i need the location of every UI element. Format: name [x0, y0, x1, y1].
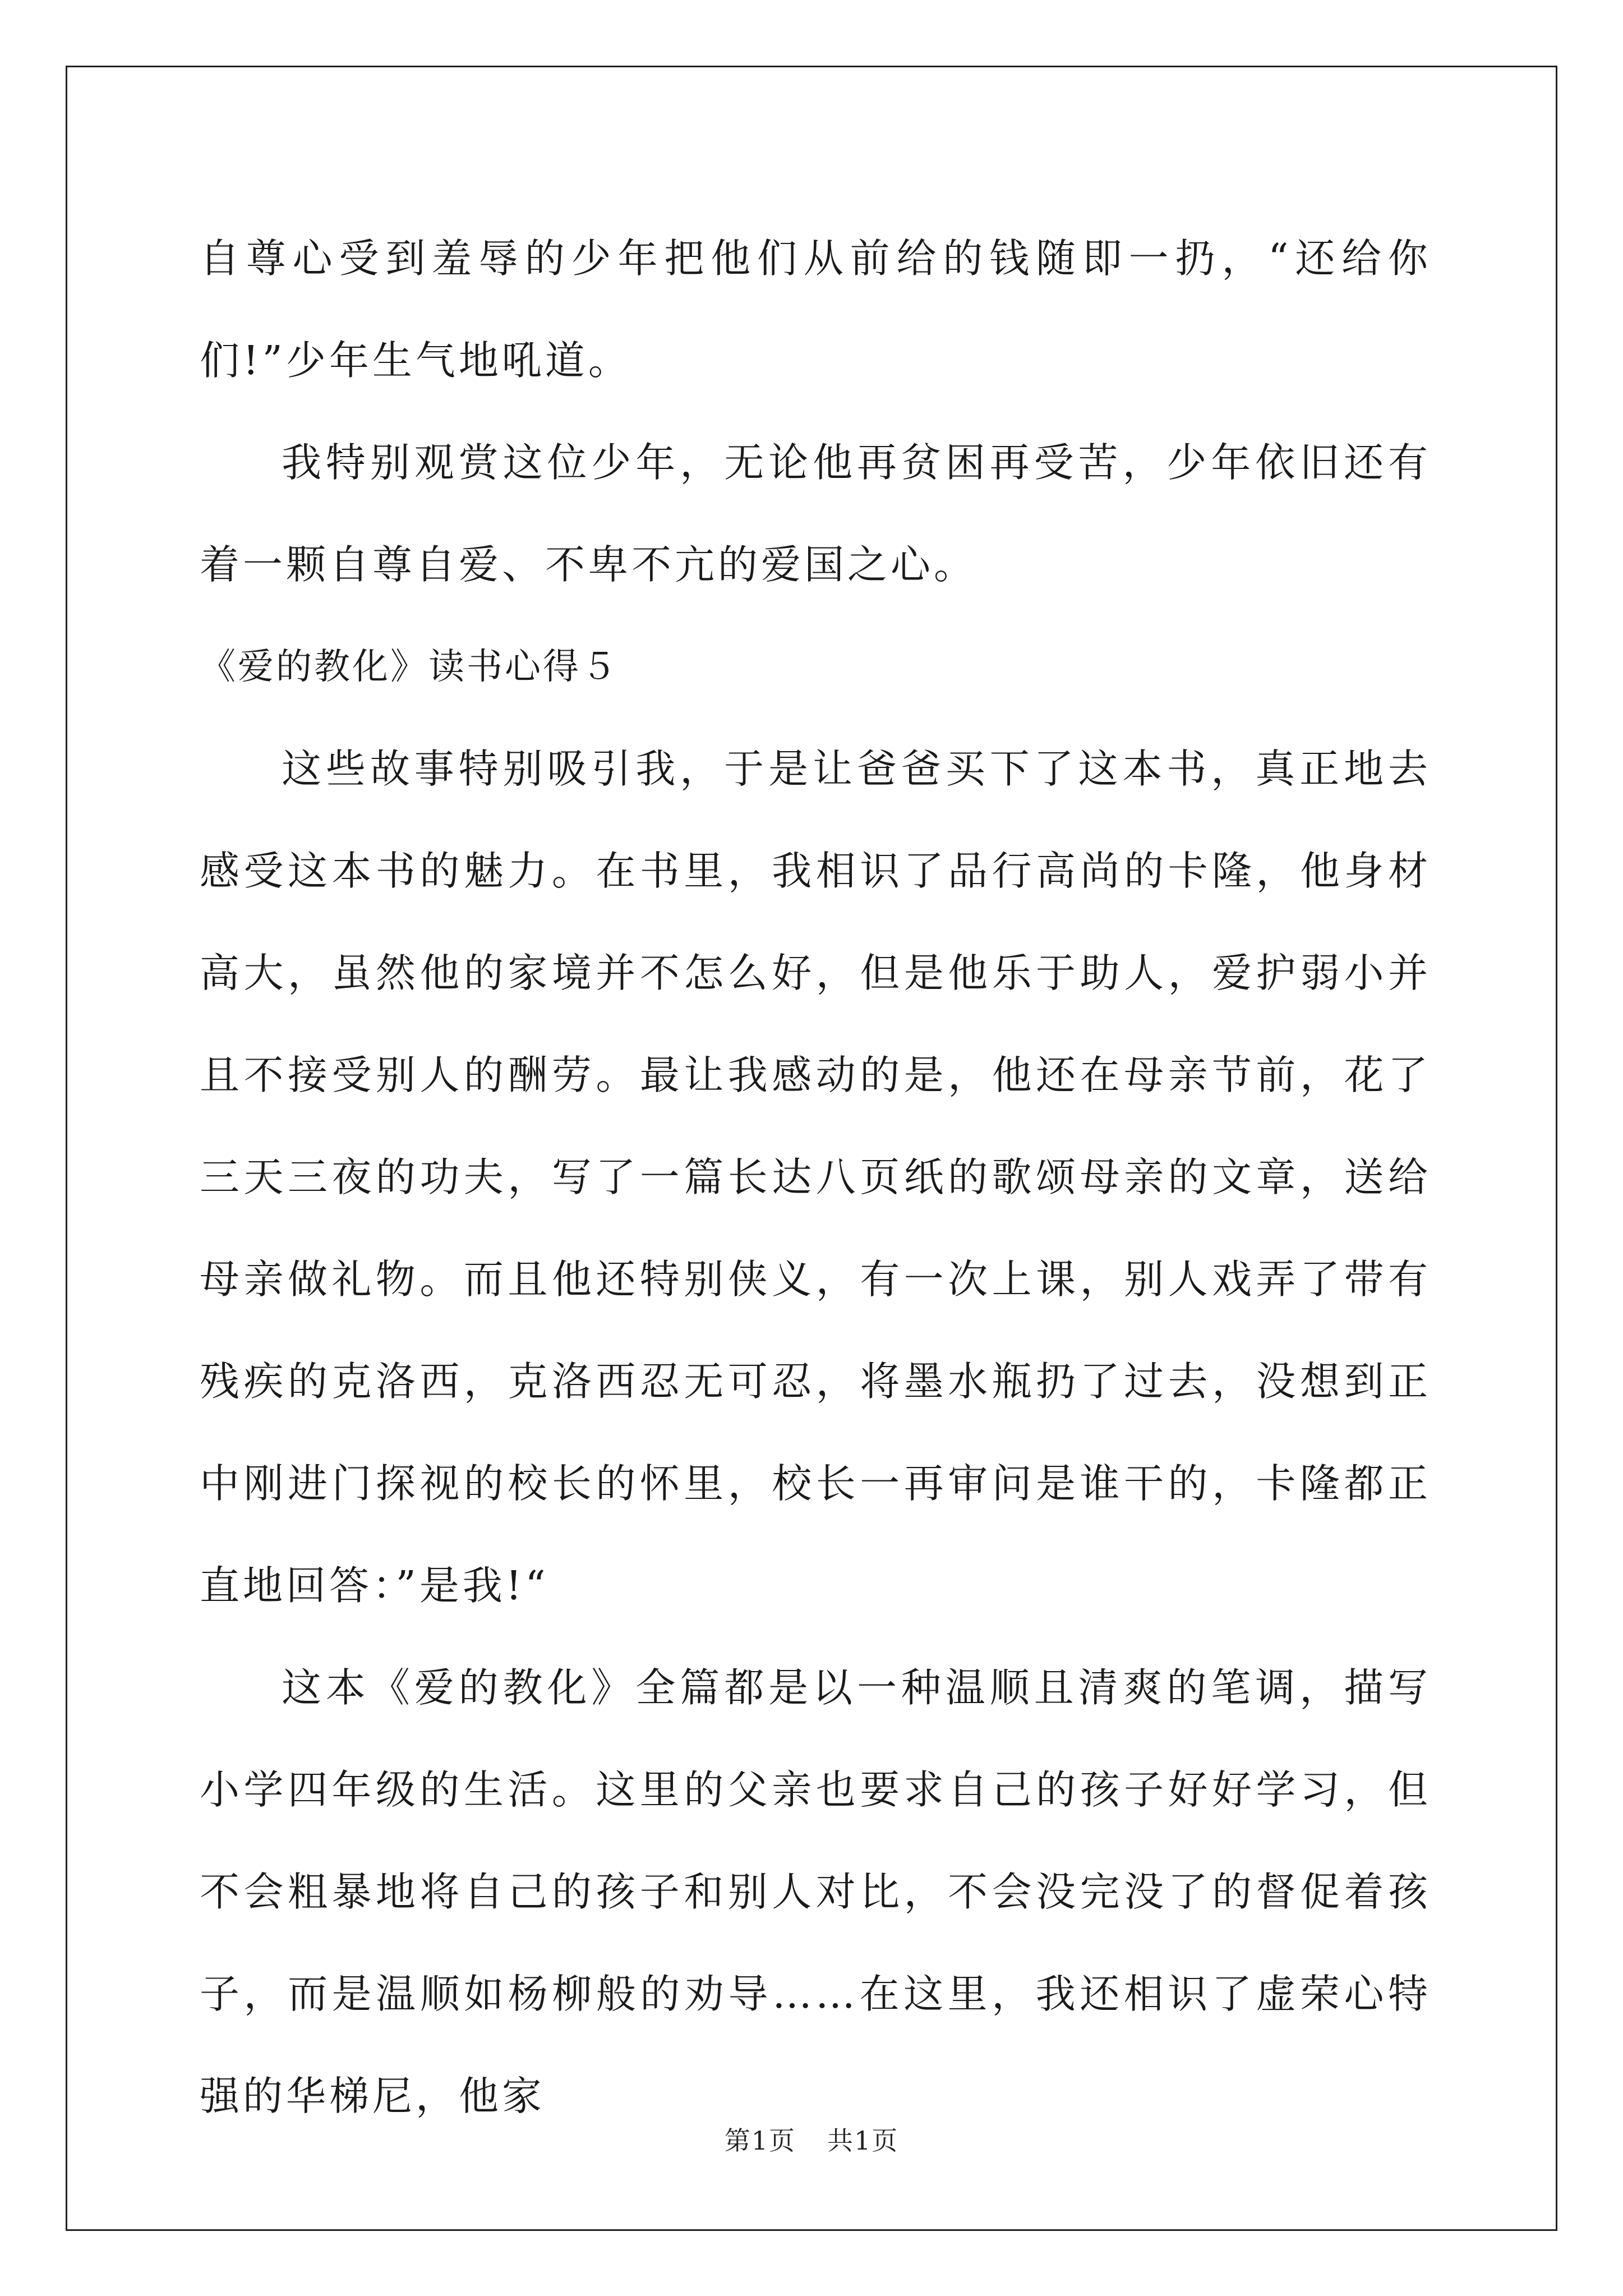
- paragraph: 这些故事特别吸引我，于是让爸爸买下了这本书，真正地去感受这本书的魅力。在书里，我相识了品行高尚的卡隆，他身材高大，虽然他的家境并不怎么好，但是他乐于助人，爱护弱小并且不接受别人的酬劳。最让我感动的是，他还在母亲节前，花了三天三夜的功夫，写了一篇长达八页纸的歌颂母亲的文章，送给母亲做礼物。而且他还特别侠义，有一次上课，别人戏弄了带有残疾的克洛西，克洛西忍无可忍，将墨水瓶扔了过去，没想到正中刚进门探视的校长的怀里，校长一再审问是谁干的，卡隆都正直地回答：”是我!“: [200, 746, 1431, 1609]
- page-total: 共1页: [827, 2125, 899, 2156]
- document-body: [200, 208, 1431, 2147]
- paragraph: 这本《爱的教化》全篇都是以一种温顺且清爽的笔调，描写小学四年级的生活。这里的父亲也要求自己的孩子好好学习，但不会粗暴地将自己的孩子和别人对比，不会没完没了的督促着孩子，而是温顺如杨柳般的劝导……在这里，我还相识了虚荣心特强的华梯尼，他家: [200, 1664, 1431, 2119]
- paragraph: 我特别观赏这位少年，无论他再贫困再受苦，少年依旧还有着一颗自尊自爱、不卑不亢的爱国之心。: [200, 439, 1431, 588]
- section-heading: 《爱的教化》读书心得５: [200, 646, 619, 688]
- page-number: 第1页: [724, 2125, 796, 2156]
- page-footer: [0, 2120, 1623, 2157]
- paragraph: 自尊心受到羞辱的少年把他们从前给的钱随即一扔，“还给你们!”少年生气地吼道。: [200, 235, 1431, 384]
